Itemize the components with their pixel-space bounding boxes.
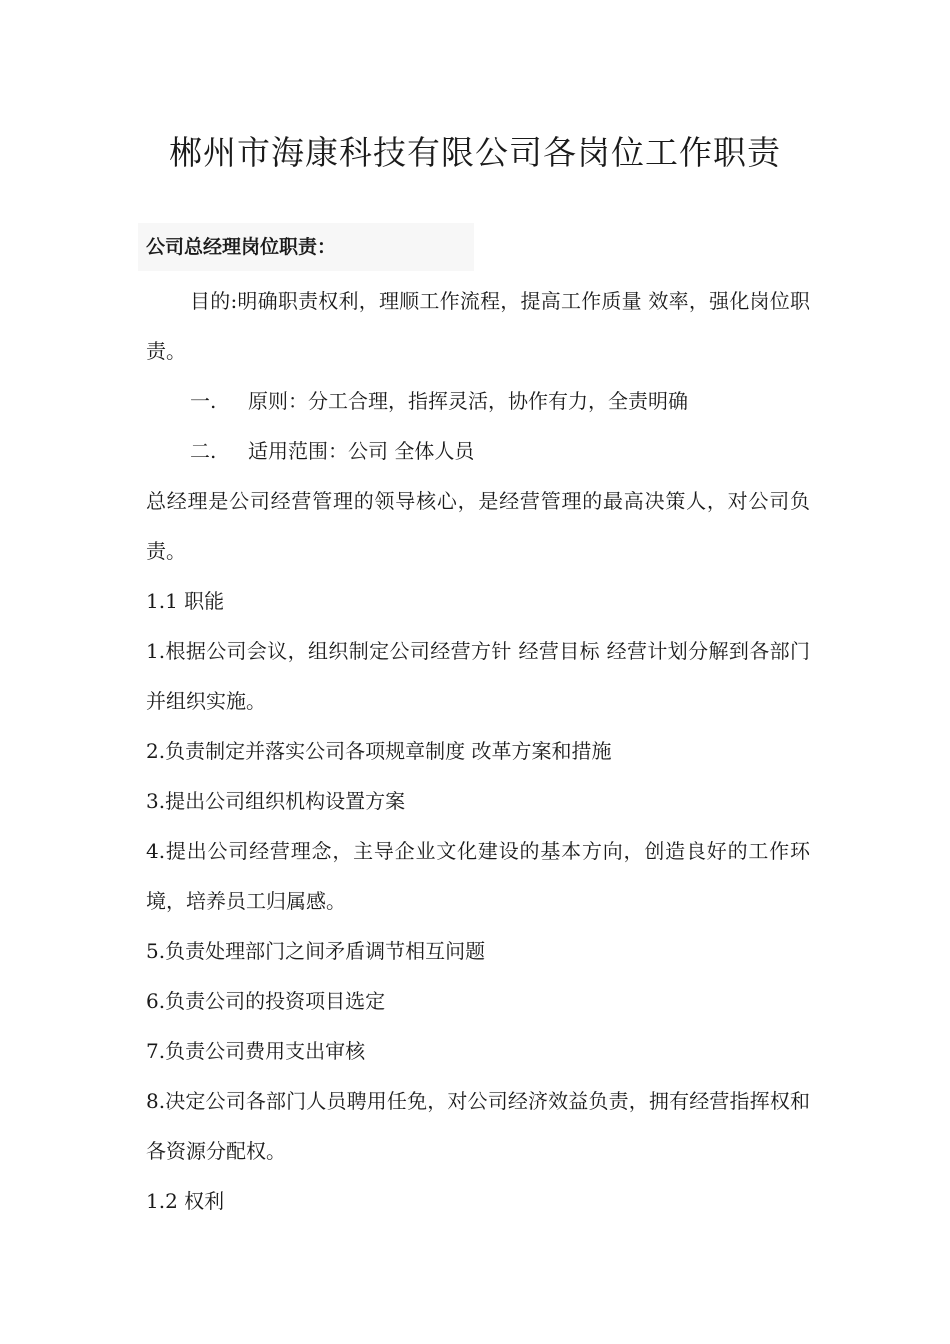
duty-item: 4.提出公司经营理念，主导企业文化建设的基本方向，创造良好的工作环境，培养员工归属感。 [146, 839, 810, 913]
principle-item [146, 376, 810, 426]
scope-number: 二. [190, 439, 217, 463]
principle-number: 一. [190, 389, 217, 413]
scope-text: 适用范围：公司 全体人员 [248, 439, 475, 463]
duty-item: 3.提出公司组织机构设置方案 [146, 789, 406, 813]
document-title: 郴州市海康科技有限公司各岗位工作职责 [169, 133, 781, 172]
scope-item [146, 426, 810, 476]
duty-item: 7.负责公司费用支出审核 [146, 1039, 366, 1063]
subsection-heading-rights: 1.2 权利 [146, 1189, 225, 1213]
subsection-heading-functions: 1.1 职能 [146, 589, 225, 613]
duty-item: 6.负责公司的投资项目选定 [146, 989, 386, 1013]
duty-item: 8.决定公司各部门人员聘用任免，对公司经济效益负责，拥有经营指挥权和各资源分配权。 [146, 1089, 810, 1163]
intro-paragraph: 总经理是公司经营管理的领导核心，是经营管理的最高决策人，对公司负责。 [146, 489, 810, 563]
duty-item: 5.负责处理部门之间矛盾调节相互问题 [146, 939, 486, 963]
purpose-paragraph: 目的:明确职责权利，理顺工作流程，提高工作质量 效率，强化岗位职责。 [146, 289, 810, 363]
document-body [146, 276, 810, 1226]
principle-text: 原则：分工合理，指挥灵活，协作有力，全责明确 [248, 389, 688, 413]
section-heading: 公司总经理岗位职责： [138, 223, 474, 271]
duty-item: 2.负责制定并落实公司各项规章制度 改革方案和措施 [146, 739, 612, 763]
duty-item: 1.根据公司会议，组织制定公司经营方针 经营目标 经营计划分解到各部门并组织实施。 [146, 639, 810, 713]
